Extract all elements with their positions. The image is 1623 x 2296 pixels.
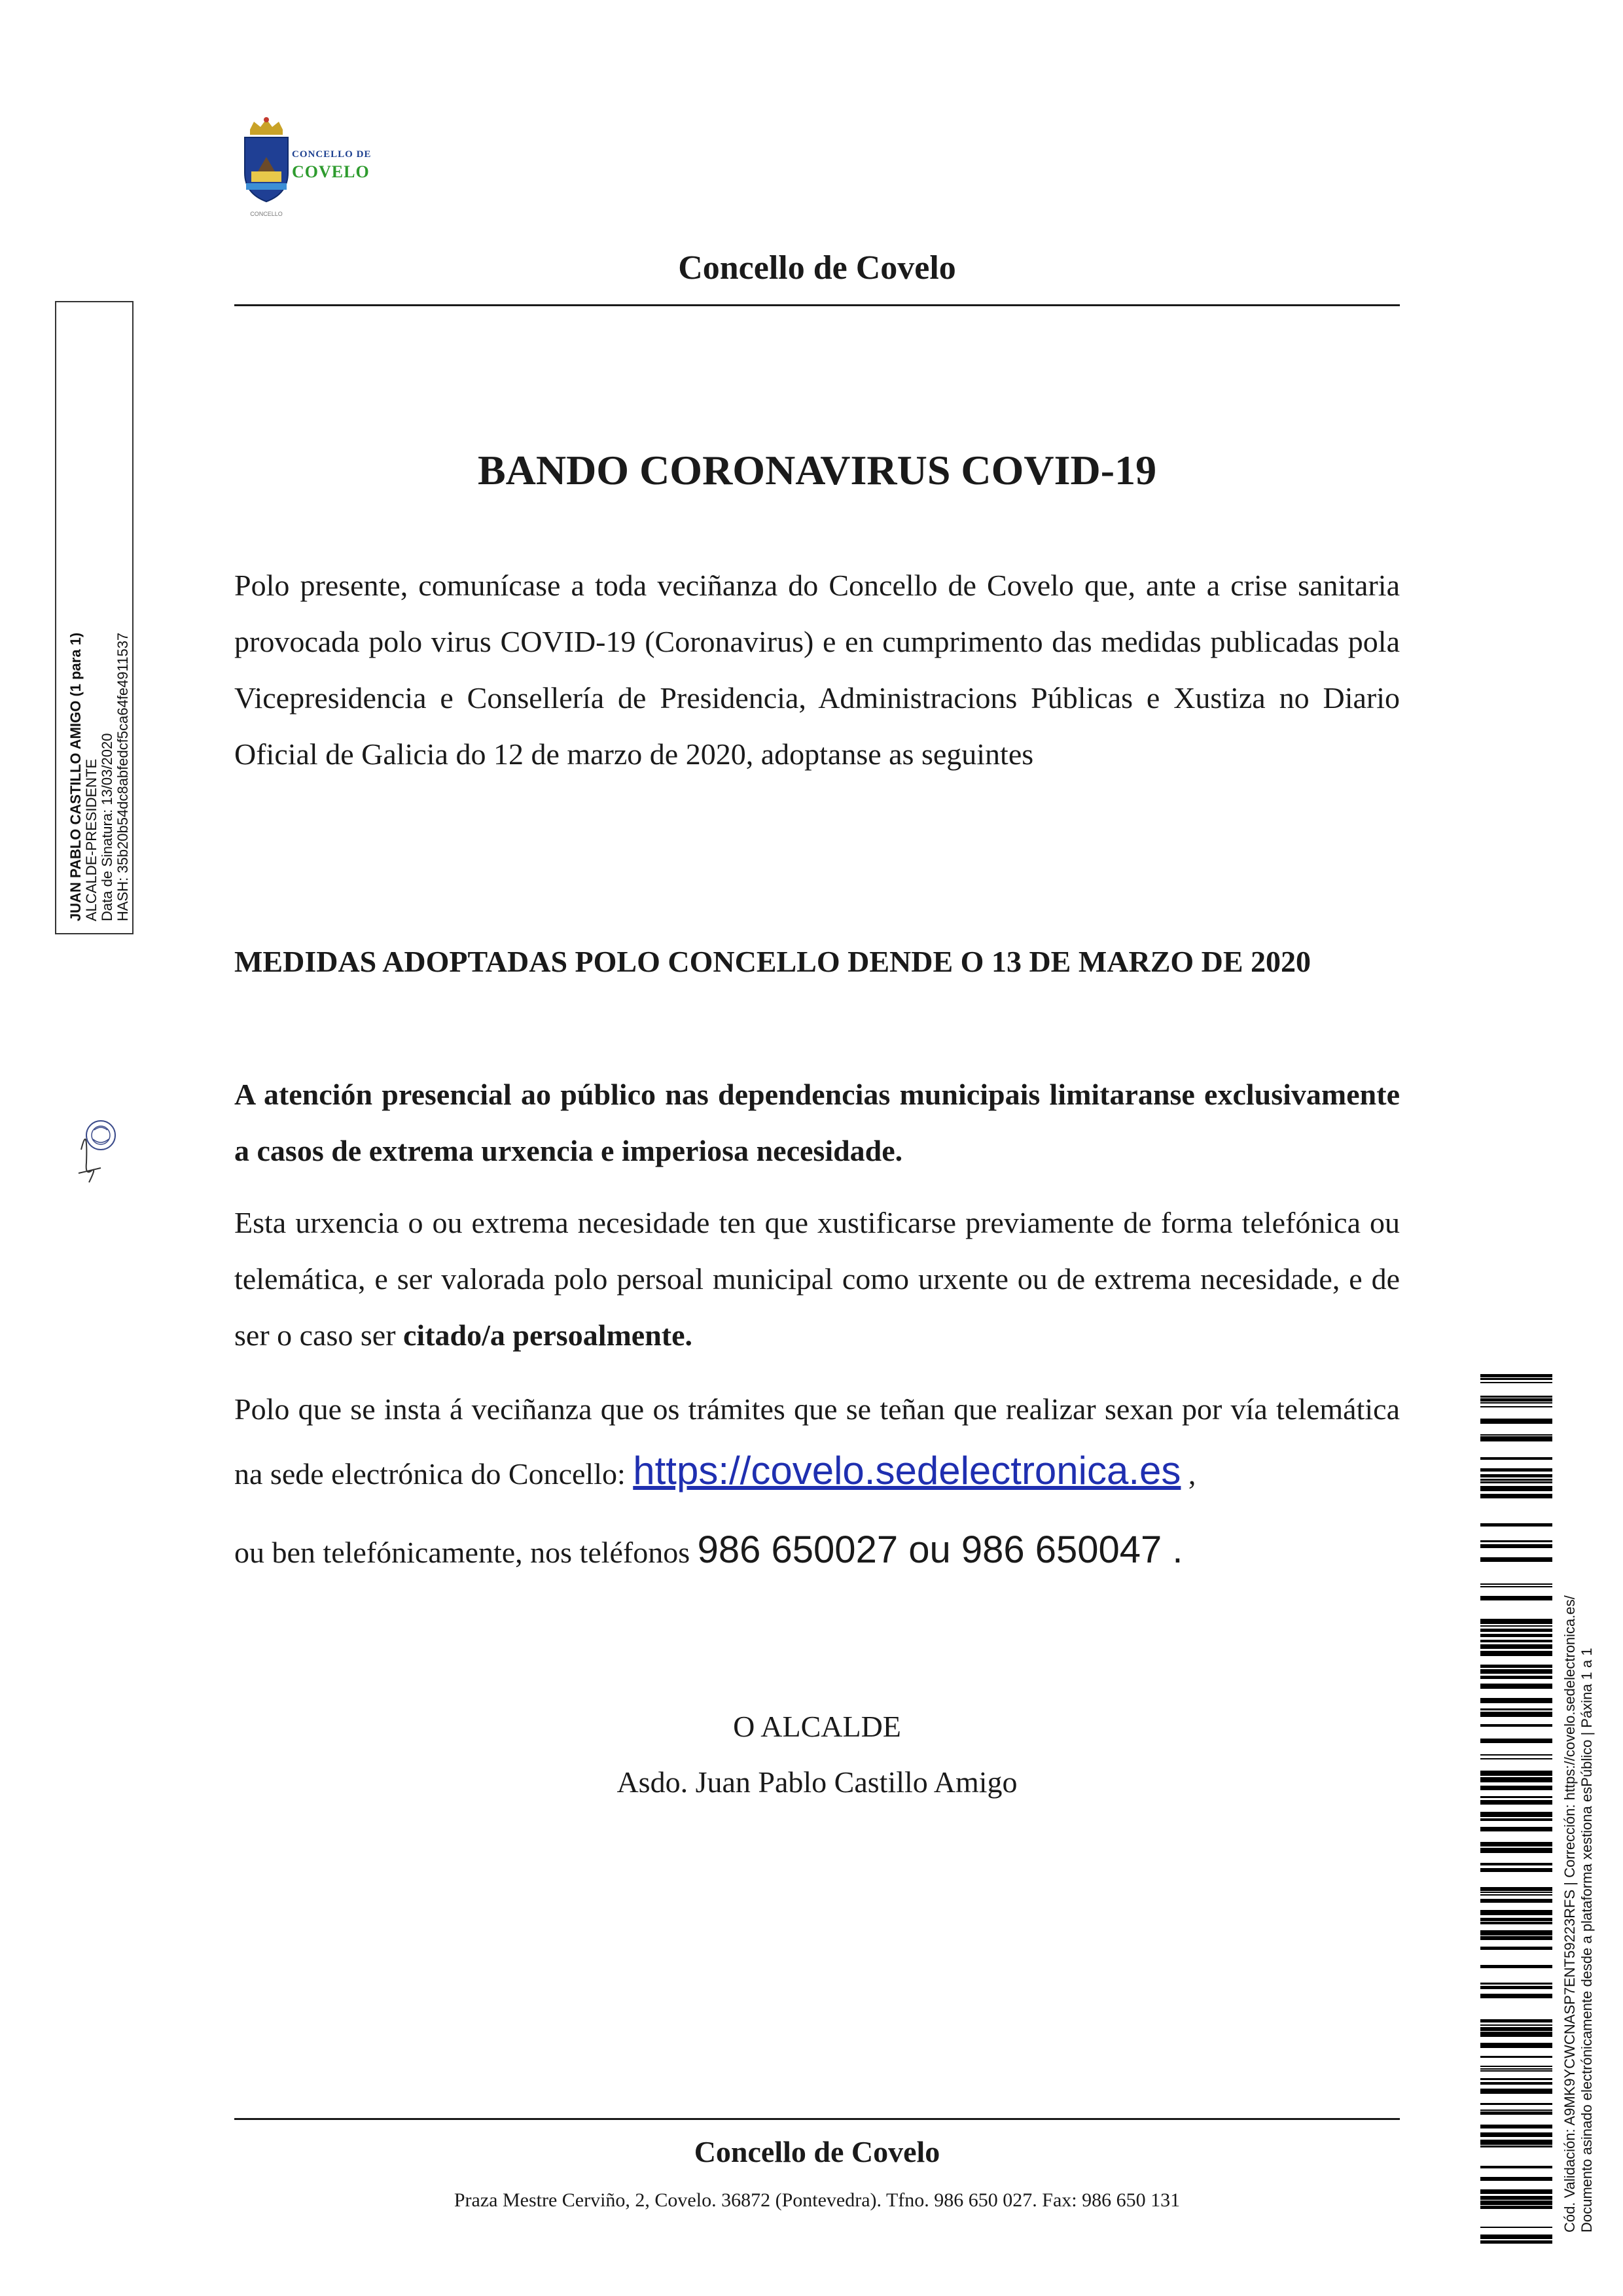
signer-role: ALCALDE-PRESIDENTE [83,758,99,921]
phone-numbers: 986 650027 ou 986 650047 [697,1528,1162,1571]
validation-text [1561,1374,1596,2233]
header-title: Concello de Covelo [678,249,956,287]
intro-paragraph: Polo presente, comunícase a toda veciñanza do Concello de Covelo que, ante a crise sanitaria provocada polo virus COVID-19 (Coronavirus) e en cumprimento das medidas publicadas pola Vicepresidencia e Consellería de Presidencia, Administracions Públicas e Xustiza no Diario Oficial de Galicia do 12 de marzo de 2020, adoptanse as seguintes [234,569,1400,771]
signature-name: Asdo. Juan Pablo Castillo Amigo [616,1765,1018,1799]
logo-text-top: CONCELLO DE [292,149,372,160]
document-title: BANDO CORONAVIRUS COVID-19 [477,447,1157,493]
footer-address: Praza Mestre Cerviño, 2, Covelo. 36872 (Pontevedra). Tfno. 986 650 027. Fax: 986 650 131 [454,2189,1181,2211]
measures-heading: MEDIDAS ADOPTADAS POLO CONCELLO DENDE O 13 DE MARZO DE 2020 [234,945,1311,978]
logo-text-main: COVELO [292,162,370,181]
signature-stamp-text [68,319,131,921]
phones-suffix: . [1162,1528,1183,1571]
signer-name: JUAN PABLO CASTILLO AMIGO (1 para 1) [67,632,84,921]
urgency-text: Esta urxencia o ou extrema necesidade ten que xustificarse previamente de forma telefónica ou telemática, e ser valorada polo persoal municipal como urxente ou de extrema necesidade, e de ser o caso ser [234,1206,1400,1352]
validation-barcode-icon [1480,1374,1552,2244]
signature-title: O ALCALDE [733,1710,901,1743]
procedures-paragraph [234,1379,1400,1505]
header-divider [234,304,1400,306]
sede-electronica-link[interactable]: https://covelo.sedelectronica.es [633,1449,1181,1492]
phones-paragraph [234,1522,1400,1581]
coat-of-arms-icon [241,116,292,233]
footer-title: Concello de Covelo [694,2135,940,2168]
urgency-bold-text: citado/a persoalmente. [403,1318,693,1352]
svg-text:CONCELLO: CONCELLO [250,211,283,217]
electronic-signature-stamp [55,301,134,934]
signature-date: Data de Sinatura: 13/03/2020 [99,733,115,921]
footer-divider [234,2118,1400,2120]
link-suffix: , [1181,1457,1196,1491]
validation-platform-line: Documento asinado electrónicamente desde a plataforma xestiona esPúblico | Páxina 1 a 1 [1578,1648,1595,2233]
measure-statement: A atención presencial ao público nas dependencias municipais limitaranse exclusivamente a casos de extrema urxencia e imperiosa necesidade. [234,1078,1400,1167]
municipal-logo [234,116,398,241]
signature-hash: HASH: 35b20b54dc8abfedcf5ca64fe4911537 [115,632,131,921]
procedures-text: Polo que se insta á veciñanza que os trámites que se teñan que realizar sexan por vía telemática na sede electrónica do Concello: [234,1392,1400,1491]
seal-signature-icon [75,1110,116,1189]
phones-text: ou ben telefónicamente, nos teléfonos [234,1536,690,1569]
urgency-paragraph [234,1195,1400,1364]
validation-code-line: Cód. Validación: A9MK9YCWCNASP7ENT59223RFS | Corrección: https://covelo.sedelectronica.es/ [1561,1595,1578,2233]
